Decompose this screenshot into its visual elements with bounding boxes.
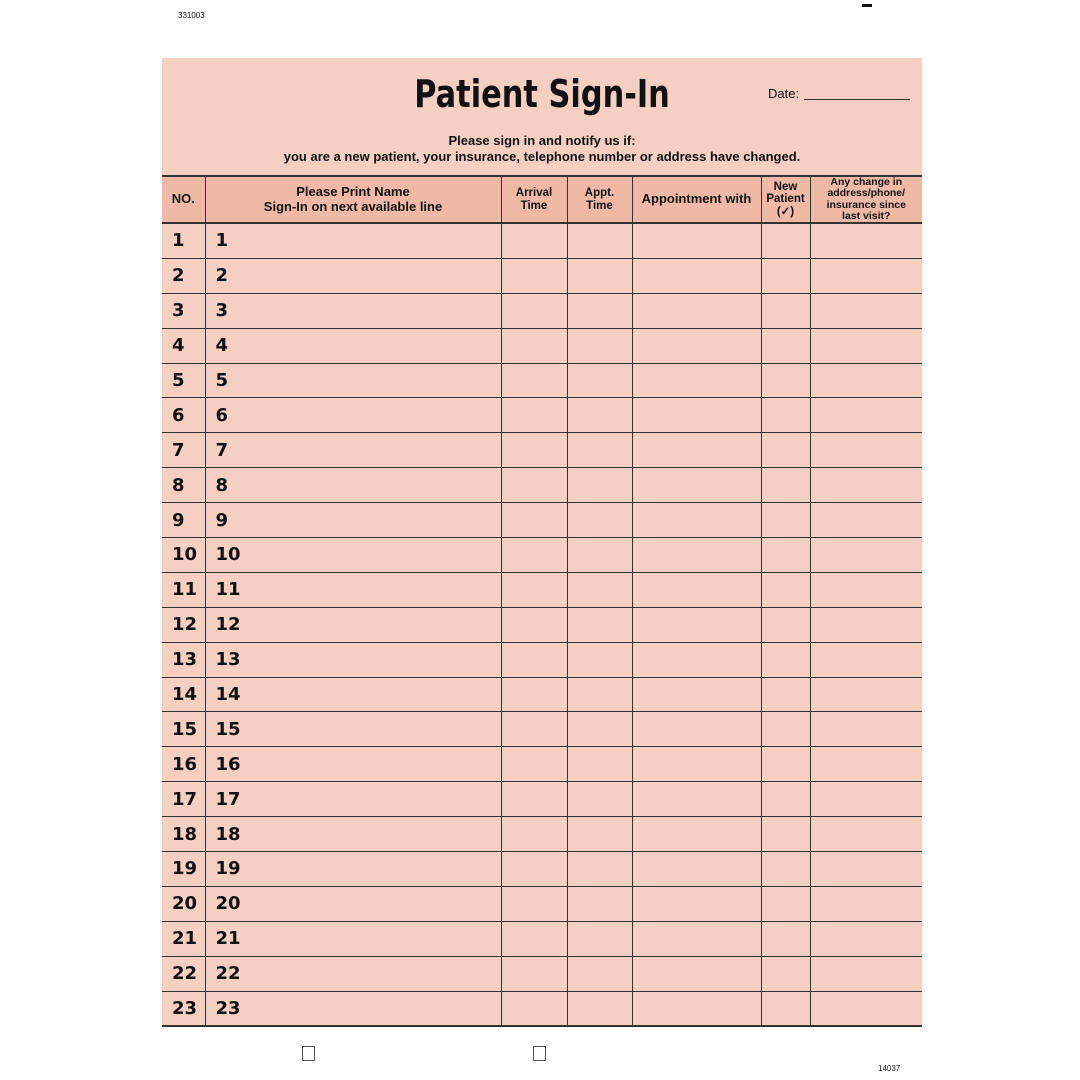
row-number-label: 11 (172, 579, 198, 601)
row-number-label: 17 (172, 788, 198, 810)
arrival-time-cell[interactable] (501, 398, 567, 433)
line-number-label: 19 (215, 858, 241, 880)
row-number (162, 642, 205, 677)
new-patient-cell[interactable] (761, 538, 810, 573)
row-number-label: 2 (172, 265, 185, 287)
appointment-with-cell[interactable] (632, 607, 761, 642)
new-patient-cell[interactable] (761, 747, 810, 782)
appt-time-cell[interactable] (567, 607, 632, 642)
change-cell[interactable] (810, 782, 922, 817)
col-change-line2: address/phone/ (827, 187, 906, 200)
row-number (162, 538, 205, 573)
appointment-with-cell[interactable] (632, 538, 761, 573)
arrival-time-cell[interactable] (501, 572, 567, 607)
table-row (162, 712, 922, 747)
row-number-label: 23 (172, 998, 198, 1020)
change-cell[interactable] (810, 328, 922, 363)
row-number (162, 607, 205, 642)
col-name-line2: Sign-In on next available line (263, 198, 443, 214)
arrival-time-cell[interactable] (501, 921, 567, 956)
appt-time-cell[interactable] (567, 433, 632, 468)
arrival-time-cell[interactable] (501, 747, 567, 782)
row-number (162, 956, 205, 991)
appt-time-cell[interactable] (567, 503, 632, 538)
table-row (162, 921, 922, 956)
instructions-line-2: you are a new patient, your insurance, telephone number or address have changed. (283, 149, 801, 164)
row-number (162, 503, 205, 538)
new-patient-cell[interactable] (761, 886, 810, 921)
line-number-label: 2 (215, 265, 229, 287)
row-number-label: 14 (172, 684, 198, 706)
new-patient-cell[interactable] (761, 363, 810, 398)
appt-time-cell[interactable] (567, 677, 632, 712)
table-row (162, 642, 922, 677)
line-number-label: 3 (215, 300, 229, 322)
date-field[interactable] (804, 99, 910, 100)
appt-time-cell[interactable] (567, 852, 632, 887)
row-number-label: 6 (172, 404, 185, 426)
name-cell[interactable] (205, 747, 501, 782)
line-number-label: 5 (215, 370, 229, 391)
new-patient-cell[interactable] (761, 991, 810, 1026)
appt-time-cell[interactable] (567, 712, 632, 747)
line-number-label: 7 (215, 439, 229, 461)
row-number (162, 572, 205, 607)
appt-time-cell[interactable] (567, 328, 632, 363)
col-no: NO. (162, 176, 205, 223)
row-number-label: 4 (172, 335, 185, 357)
line-number-label: 10 (215, 544, 241, 566)
table-row (162, 956, 922, 991)
row-number (162, 293, 205, 328)
change-cell[interactable] (810, 468, 922, 503)
col-appt-line2: Time (586, 199, 613, 212)
line-number-label: 9 (215, 509, 229, 531)
checkbox-2[interactable] (533, 1046, 546, 1061)
appt-time-cell[interactable] (567, 398, 632, 433)
row-number (162, 782, 205, 817)
line-number-label: 22 (215, 963, 241, 985)
name-cell[interactable] (205, 433, 501, 468)
col-new-line2: Patient (766, 193, 805, 206)
table-row (162, 258, 922, 293)
row-number (162, 921, 205, 956)
table-row (162, 363, 922, 398)
change-cell[interactable] (810, 677, 922, 712)
change-cell[interactable] (810, 607, 922, 642)
appt-time-cell[interactable] (567, 886, 632, 921)
name-cell[interactable] (205, 258, 501, 293)
appointment-with-cell[interactable] (632, 223, 761, 258)
row-number (162, 712, 205, 747)
sign-in-sheet (162, 58, 922, 1025)
date-label: Date: (768, 86, 800, 101)
arrival-time-cell[interactable] (501, 956, 567, 991)
name-cell[interactable] (205, 398, 501, 433)
arrival-time-cell[interactable] (501, 363, 567, 398)
row-number-label: 10 (172, 544, 198, 566)
new-patient-cell[interactable] (761, 921, 810, 956)
new-patient-cell[interactable] (761, 817, 810, 852)
col-appointment-with: Appointment with (632, 176, 761, 223)
appt-time-cell[interactable] (567, 468, 632, 503)
new-patient-cell[interactable] (761, 398, 810, 433)
line-number-label: 16 (215, 753, 241, 775)
row-number-label: 15 (172, 718, 198, 740)
table-row (162, 398, 922, 433)
col-appt-line1: Appt. (584, 187, 615, 200)
row-number (162, 398, 205, 433)
change-cell[interactable] (810, 991, 922, 1026)
row-number (162, 258, 205, 293)
new-patient-cell[interactable] (761, 607, 810, 642)
appt-time-cell[interactable] (567, 921, 632, 956)
arrival-time-cell[interactable] (501, 503, 567, 538)
col-new-patient (761, 176, 810, 223)
line-number-label: 11 (215, 579, 241, 601)
name-cell[interactable] (205, 852, 501, 887)
arrival-time-cell[interactable] (501, 607, 567, 642)
appointment-with-cell[interactable] (632, 642, 761, 677)
appointment-with-cell[interactable] (632, 398, 761, 433)
appointment-with-cell[interactable] (632, 572, 761, 607)
arrival-time-cell[interactable] (501, 817, 567, 852)
arrival-time-cell[interactable] (501, 223, 567, 258)
new-patient-cell[interactable] (761, 258, 810, 293)
appointment-with-cell[interactable] (632, 258, 761, 293)
row-number (162, 991, 205, 1026)
arrival-time-cell[interactable] (501, 468, 567, 503)
line-number-label: 4 (215, 335, 229, 357)
row-number-label: 12 (172, 614, 198, 636)
col-name (205, 176, 501, 223)
line-number-label: 15 (215, 718, 241, 740)
table-row (162, 468, 922, 503)
name-cell[interactable] (205, 538, 501, 573)
appointment-with-cell[interactable] (632, 433, 761, 468)
arrival-time-cell[interactable] (501, 328, 567, 363)
table-row (162, 538, 922, 573)
row-number (162, 433, 205, 468)
table-row (162, 991, 922, 1026)
arrival-time-cell[interactable] (501, 293, 567, 328)
appt-time-cell[interactable] (567, 223, 632, 258)
footer-number: 14037 (878, 1064, 901, 1073)
change-cell[interactable] (810, 293, 922, 328)
new-patient-cell[interactable] (761, 503, 810, 538)
col-change-line1: Any change in (830, 176, 903, 189)
col-arrival (501, 176, 567, 223)
col-change-line3: insurance since (826, 198, 906, 211)
name-cell[interactable] (205, 886, 501, 921)
table-row (162, 293, 922, 328)
row-number-label: 19 (172, 858, 198, 880)
col-appt (567, 176, 632, 223)
new-patient-cell[interactable] (761, 782, 810, 817)
row-number (162, 747, 205, 782)
arrival-time-cell[interactable] (501, 258, 567, 293)
table-row (162, 852, 922, 887)
appointment-with-cell[interactable] (632, 677, 761, 712)
change-cell[interactable] (810, 258, 922, 293)
new-patient-cell[interactable] (761, 956, 810, 991)
row-number (162, 886, 205, 921)
change-cell[interactable] (810, 712, 922, 747)
new-patient-cell[interactable] (761, 328, 810, 363)
appointment-with-cell[interactable] (632, 293, 761, 328)
table-row (162, 607, 922, 642)
appt-time-cell[interactable] (567, 572, 632, 607)
table-row (162, 572, 922, 607)
instructions-line-1: Please sign in and notify us if: (448, 133, 636, 148)
line-number-label: 20 (215, 893, 241, 915)
appointment-with-cell[interactable] (632, 468, 761, 503)
change-cell[interactable] (810, 642, 922, 677)
arrival-time-cell[interactable] (501, 538, 567, 573)
line-number-label: 21 (215, 928, 241, 950)
appt-time-cell[interactable] (567, 817, 632, 852)
registration-mark (862, 4, 872, 7)
appointment-with-cell[interactable] (632, 328, 761, 363)
row-number-label: 9 (172, 509, 185, 531)
appt-time-cell[interactable] (567, 642, 632, 677)
change-cell[interactable] (810, 503, 922, 538)
appointment-with-cell[interactable] (632, 747, 761, 782)
col-arrival-line2: Time (520, 199, 548, 212)
name-cell[interactable] (205, 293, 501, 328)
row-number-label: 7 (172, 439, 185, 461)
table-row (162, 886, 922, 921)
col-new-line1: New (773, 181, 798, 194)
name-cell[interactable] (205, 503, 501, 538)
name-cell[interactable] (205, 328, 501, 363)
name-cell[interactable] (205, 223, 501, 258)
name-cell[interactable] (205, 782, 501, 817)
row-number-label: 18 (172, 823, 198, 845)
arrival-time-cell[interactable] (501, 642, 567, 677)
change-cell[interactable] (810, 886, 922, 921)
change-cell[interactable] (810, 921, 922, 956)
change-cell[interactable] (810, 747, 922, 782)
arrival-time-cell[interactable] (501, 677, 567, 712)
row-number-label: 8 (172, 474, 185, 496)
change-cell[interactable] (810, 363, 922, 398)
table-row (162, 677, 922, 712)
line-number-label: 18 (215, 823, 241, 845)
appointment-with-cell[interactable] (632, 363, 761, 398)
change-cell[interactable] (810, 398, 922, 433)
appt-time-cell[interactable] (567, 747, 632, 782)
line-number-label: 12 (215, 614, 241, 636)
name-cell[interactable] (205, 607, 501, 642)
row-number-label: 13 (172, 649, 198, 671)
appointment-with-cell[interactable] (632, 503, 761, 538)
appointment-with-cell[interactable] (632, 991, 761, 1026)
new-patient-cell[interactable] (761, 572, 810, 607)
row-number-label: 1 (172, 230, 185, 252)
line-number-label: 13 (215, 649, 241, 671)
line-number-label: 1 (215, 230, 229, 252)
new-patient-cell[interactable] (761, 852, 810, 887)
table-row (162, 328, 922, 363)
change-cell[interactable] (810, 572, 922, 607)
appointment-with-cell[interactable] (632, 852, 761, 887)
arrival-time-cell[interactable] (501, 852, 567, 887)
form-number: 331003 (178, 11, 205, 20)
appointment-with-cell[interactable] (632, 956, 761, 991)
appt-time-cell[interactable] (567, 363, 632, 398)
row-number-label: 20 (172, 893, 198, 915)
sign-in-table (162, 175, 922, 1027)
checkbox-1[interactable] (302, 1046, 315, 1061)
appointment-with-cell[interactable] (632, 921, 761, 956)
row-number-label: 3 (172, 300, 185, 322)
row-number (162, 328, 205, 363)
appointment-with-cell[interactable] (632, 782, 761, 817)
name-cell[interactable] (205, 677, 501, 712)
name-cell[interactable] (205, 712, 501, 747)
row-number (162, 817, 205, 852)
table-row (162, 782, 922, 817)
appointment-with-cell[interactable] (632, 712, 761, 747)
name-cell[interactable] (205, 921, 501, 956)
appt-time-cell[interactable] (567, 293, 632, 328)
change-cell[interactable] (810, 433, 922, 468)
row-number-label: 5 (172, 370, 185, 391)
new-patient-cell[interactable] (761, 293, 810, 328)
row-number-label: 21 (172, 928, 198, 950)
line-number-label: 23 (215, 998, 241, 1020)
table-header (162, 176, 922, 223)
col-change-line4: last visit? (842, 209, 891, 222)
name-cell[interactable] (205, 468, 501, 503)
name-cell[interactable] (205, 991, 501, 1026)
appt-time-cell[interactable] (567, 782, 632, 817)
change-cell[interactable] (810, 817, 922, 852)
row-number-label: 22 (172, 963, 198, 985)
name-cell[interactable] (205, 363, 501, 398)
change-cell[interactable] (810, 223, 922, 258)
name-cell[interactable] (205, 956, 501, 991)
line-number-label: 14 (215, 684, 241, 706)
line-number-label: 6 (215, 404, 229, 426)
appt-time-cell[interactable] (567, 538, 632, 573)
row-number (162, 677, 205, 712)
row-number (162, 223, 205, 258)
col-new-line3: (✓) (776, 205, 795, 218)
col-change (810, 176, 922, 223)
change-cell[interactable] (810, 956, 922, 991)
table-row (162, 223, 922, 258)
table-row (162, 817, 922, 852)
appointment-with-cell[interactable] (632, 817, 761, 852)
appt-time-cell[interactable] (567, 956, 632, 991)
change-cell[interactable] (810, 852, 922, 887)
new-patient-cell[interactable] (761, 677, 810, 712)
new-patient-cell[interactable] (761, 433, 810, 468)
arrival-time-cell[interactable] (501, 782, 567, 817)
line-number-label: 17 (215, 788, 241, 810)
col-arrival-line1: Arrival (515, 187, 553, 200)
arrival-time-cell[interactable] (501, 433, 567, 468)
row-number (162, 363, 205, 398)
new-patient-cell[interactable] (761, 223, 810, 258)
row-number (162, 852, 205, 887)
new-patient-cell[interactable] (761, 712, 810, 747)
appointment-with-cell[interactable] (632, 886, 761, 921)
table-row (162, 433, 922, 468)
row-number-label: 16 (172, 753, 198, 775)
appt-time-cell[interactable] (567, 258, 632, 293)
new-patient-cell[interactable] (761, 468, 810, 503)
name-cell[interactable] (205, 572, 501, 607)
row-number (162, 468, 205, 503)
arrival-time-cell[interactable] (501, 886, 567, 921)
line-number-label: 8 (215, 474, 229, 496)
table-row (162, 747, 922, 782)
change-cell[interactable] (810, 538, 922, 573)
name-cell[interactable] (205, 642, 501, 677)
arrival-time-cell[interactable] (501, 991, 567, 1026)
col-name-line1: Please Print Name (296, 183, 410, 199)
name-cell[interactable] (205, 817, 501, 852)
arrival-time-cell[interactable] (501, 712, 567, 747)
new-patient-cell[interactable] (761, 642, 810, 677)
table-row (162, 503, 922, 538)
appt-time-cell[interactable] (567, 991, 632, 1026)
page-title: Patient Sign-In (414, 72, 670, 116)
